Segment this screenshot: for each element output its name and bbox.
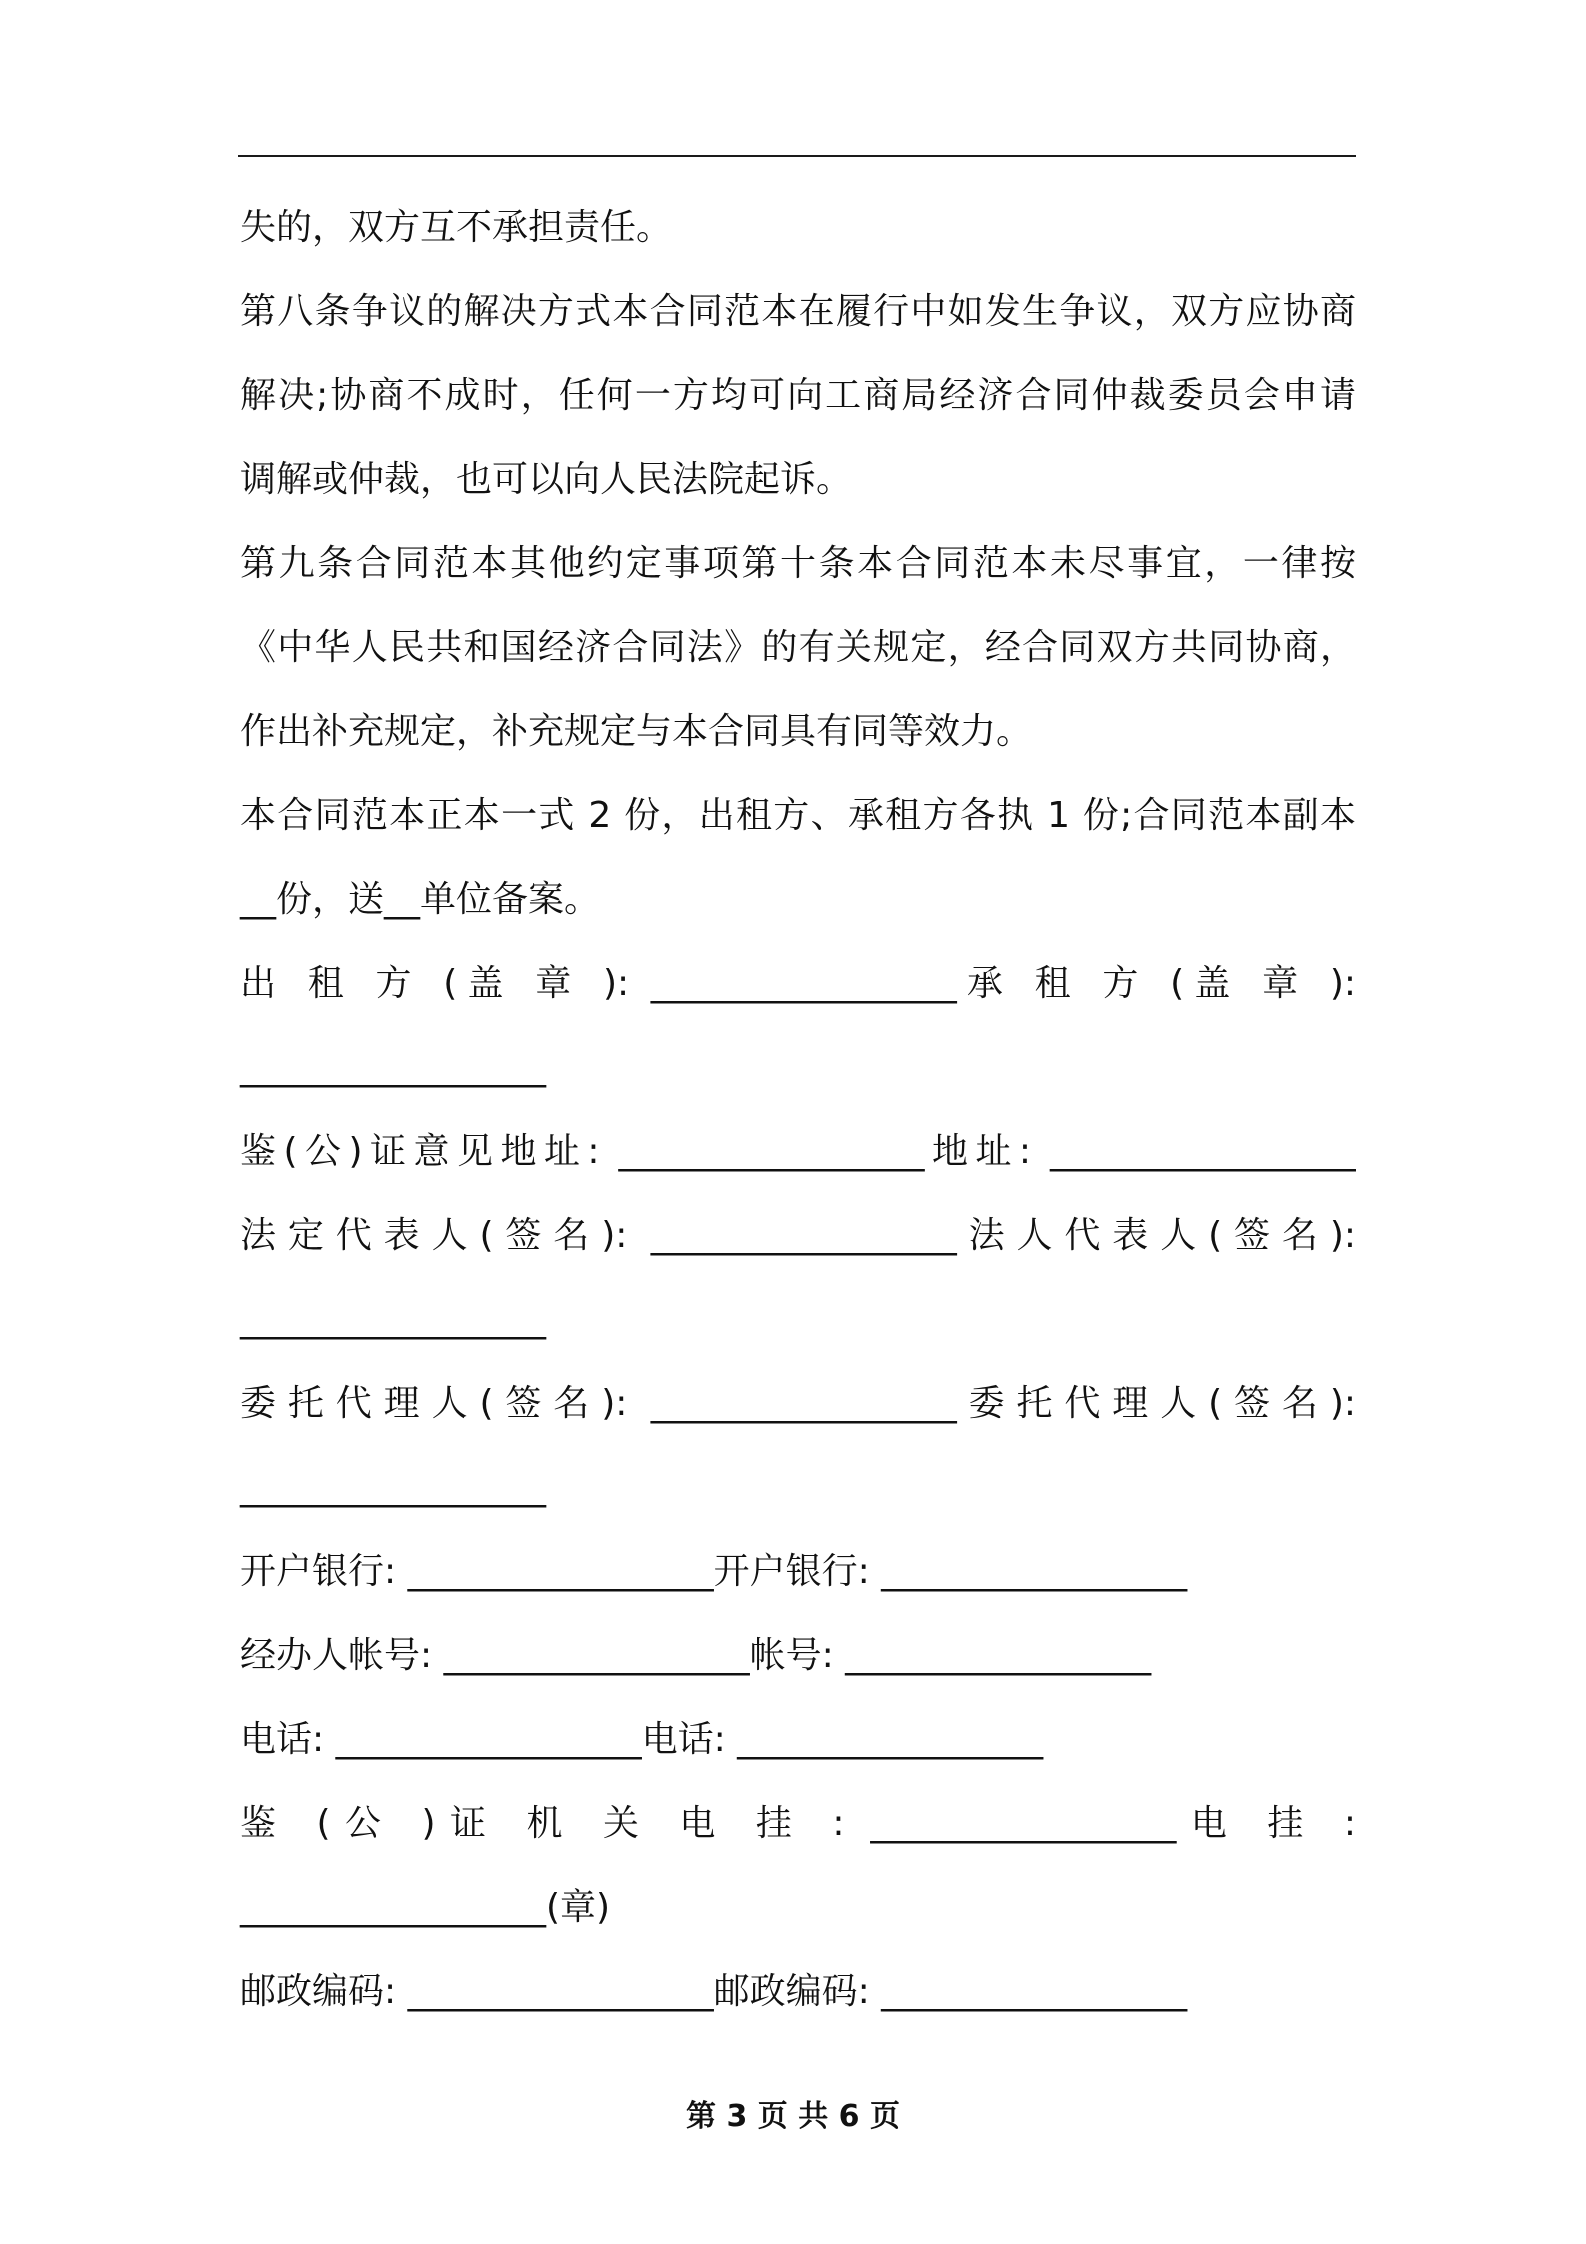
text-line: 调解或仲裁，也可以向人民法院起诉。 [240, 459, 853, 500]
text-line: 第九条合同范本其他约定事项第十条本合同范本未尽事宜，一律按 [240, 543, 1356, 584]
text-line: 第八条争议的解决方式本合同范本在履行中如发生争议，双方应协商 [240, 291, 1356, 332]
agent-line: 委托代理人(签名): _________________委托代理人(签名): [240, 1383, 1356, 1424]
text-line: 作出补充规定，补充规定与本合同具有同等效力。 [240, 711, 1033, 752]
legal-representative-line: 法定代表人(签名): _________________法人代表人(签名): [240, 1215, 1356, 1256]
postal-code-line: 邮政编码: _________________邮政编码: _________________ [240, 1971, 1188, 2012]
signature-blank: _________________ [240, 1299, 546, 1340]
notary-address-line: 鉴(公)证意见地址: _________________地址: _________________ [240, 1131, 1356, 1172]
text-line: 《中华人民共和国经济合同法》的有关规定，经合同双方共同协商， [240, 627, 1356, 668]
bank-line: 开户银行: _________________开户银行: _________________ [240, 1551, 1188, 1592]
signature-blank: _________________ [240, 1047, 546, 1088]
signature-blank: _________________ [240, 1467, 546, 1508]
text-line: 失的，双方互不承担责任。 [240, 207, 673, 248]
signature-line-lessor-lessee: 出 租 方 (盖 章 ): _________________承 租 方 (盖 章 ): [240, 963, 1356, 1004]
text-line: 本合同范本正本一式 2 份，出租方、承租方各执 1 份;合同范本副本 [240, 795, 1356, 836]
account-line: 经办人帐号: _________________帐号: _________________ [240, 1635, 1152, 1676]
page-number: 第 3 页 共 6 页 [686, 2099, 900, 2134]
text-line: __份，送__单位备案。 [240, 879, 601, 920]
text-line: 解决;协商不成时，任何一方均可向工商局经济合同仲裁委员会申请 [240, 375, 1356, 416]
phone-line: 电话: _________________电话: _________________ [240, 1719, 1044, 1760]
seal-line: _________________(章) [240, 1887, 611, 1928]
notary-telegram-line: 鉴 (公 )证 机 关 电 挂 : _________________电 挂 : [240, 1803, 1356, 1844]
header-rule [238, 155, 1356, 157]
